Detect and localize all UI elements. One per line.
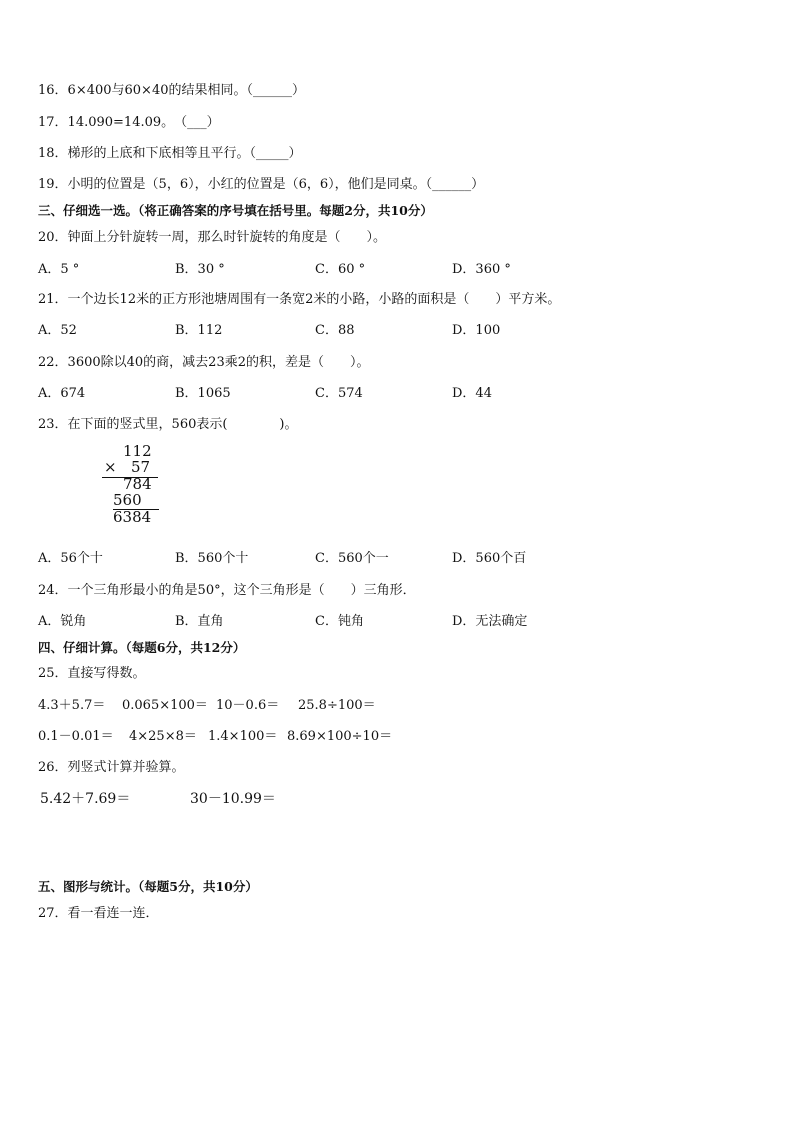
section-5-heading: 五、图形与统计。（每题5分，共10分） xyxy=(38,879,258,894)
q21-option-a: A．52 xyxy=(38,323,77,338)
q21-option-d: D．100 xyxy=(452,323,501,338)
q23-option-a: A．56个十 xyxy=(38,551,103,566)
question-16: 16．6×400与60×40的结果相同。（______） xyxy=(38,83,305,98)
q25-r2-item-1: 0.1－0.01＝ xyxy=(38,729,114,744)
q21-option-b: B．112 xyxy=(175,323,223,338)
q25-r2-item-4: 8.69×100÷10＝ xyxy=(287,729,393,744)
question-18: 18．梯形的上底和下底相等且平行。（_____） xyxy=(38,146,302,161)
question-25-stem: 25．直接写得数。 xyxy=(38,666,146,681)
q22-option-d: D．44 xyxy=(452,386,492,401)
q20-option-c: C．60 ° xyxy=(315,262,366,277)
q24-option-b: B．直角 xyxy=(175,614,224,629)
q23-option-d: D．560个百 xyxy=(452,551,527,566)
q20-option-a: A．5 ° xyxy=(38,262,80,277)
question-17: 17．14.090=14.09。 （___） xyxy=(38,115,220,130)
q22-option-c: C．574 xyxy=(315,386,363,401)
question-23-stem: 23．在下面的竖式里，560表示( )。 xyxy=(38,417,298,432)
q21-option-c: C．88 xyxy=(315,323,355,338)
q25-r2-item-2: 4×25×8＝ xyxy=(129,729,197,744)
q25-r1-item-3: 10－0.6＝ xyxy=(216,698,280,713)
q23-option-c: C．560个一 xyxy=(315,551,389,566)
q22-option-b: B．1065 xyxy=(175,386,231,401)
q20-option-b: B．30 ° xyxy=(175,262,225,277)
q24-option-c: C．钝角 xyxy=(315,614,364,629)
product-result: 6384 xyxy=(113,508,152,526)
q24-option-a: A．锐角 xyxy=(38,614,87,629)
q20-option-d: D．360 ° xyxy=(452,262,511,277)
section-3-heading: 三、仔细选一选。（将正确答案的序号填在括号里。每题2分，共10分） xyxy=(38,203,433,218)
question-19: 19．小明的位置是（5，6），小红的位置是（6，6），他们是同桌。（______） xyxy=(38,177,485,192)
q26-item-2: 30－10.99＝ xyxy=(190,791,276,807)
section-4-heading: 四、仔细计算。（每题6分，共12分） xyxy=(38,640,246,655)
question-24-stem: 24．一个三角形最小的角是50°，这个三角形是（ ）三角形． xyxy=(38,583,416,598)
q23-option-b: B．560个十 xyxy=(175,551,249,566)
question-20-stem: 20．钟面上分针旋转一周，那么时针旋转的角度是（ ）。 xyxy=(38,230,387,245)
partial-product-1: 784 xyxy=(123,475,152,493)
q24-option-d: D．无法确定 xyxy=(452,614,528,629)
vertical-multiplication xyxy=(100,442,170,532)
question-26-stem: 26．列竖式计算并验算。 xyxy=(38,760,185,775)
partial-product-2: 560 xyxy=(113,491,142,509)
q25-r2-item-3: 1.4×100＝ xyxy=(208,729,278,744)
q25-r1-item-2: 0.065×100＝ xyxy=(122,698,208,713)
question-22-stem: 22．3600除以40的商，减去23乘2的积，差是（ ）。 xyxy=(38,355,370,370)
q26-item-1: 5.42＋7.69＝ xyxy=(40,791,131,807)
q22-option-a: A．674 xyxy=(38,386,86,401)
multiplier: 57 xyxy=(131,458,151,476)
question-27-stem: 27．看一看连一连． xyxy=(38,906,159,921)
question-21-stem: 21．一个边长12米的正方形池塘周围有一条宽2米的小路，小路的面积是（ ）平方米。 xyxy=(38,292,561,307)
times-sign: × xyxy=(104,458,117,476)
q25-r1-item-4: 25.8÷100＝ xyxy=(298,698,376,713)
multiplicand: 112 xyxy=(123,442,152,460)
q25-r1-item-1: 4.3＋5.7＝ xyxy=(38,698,106,713)
